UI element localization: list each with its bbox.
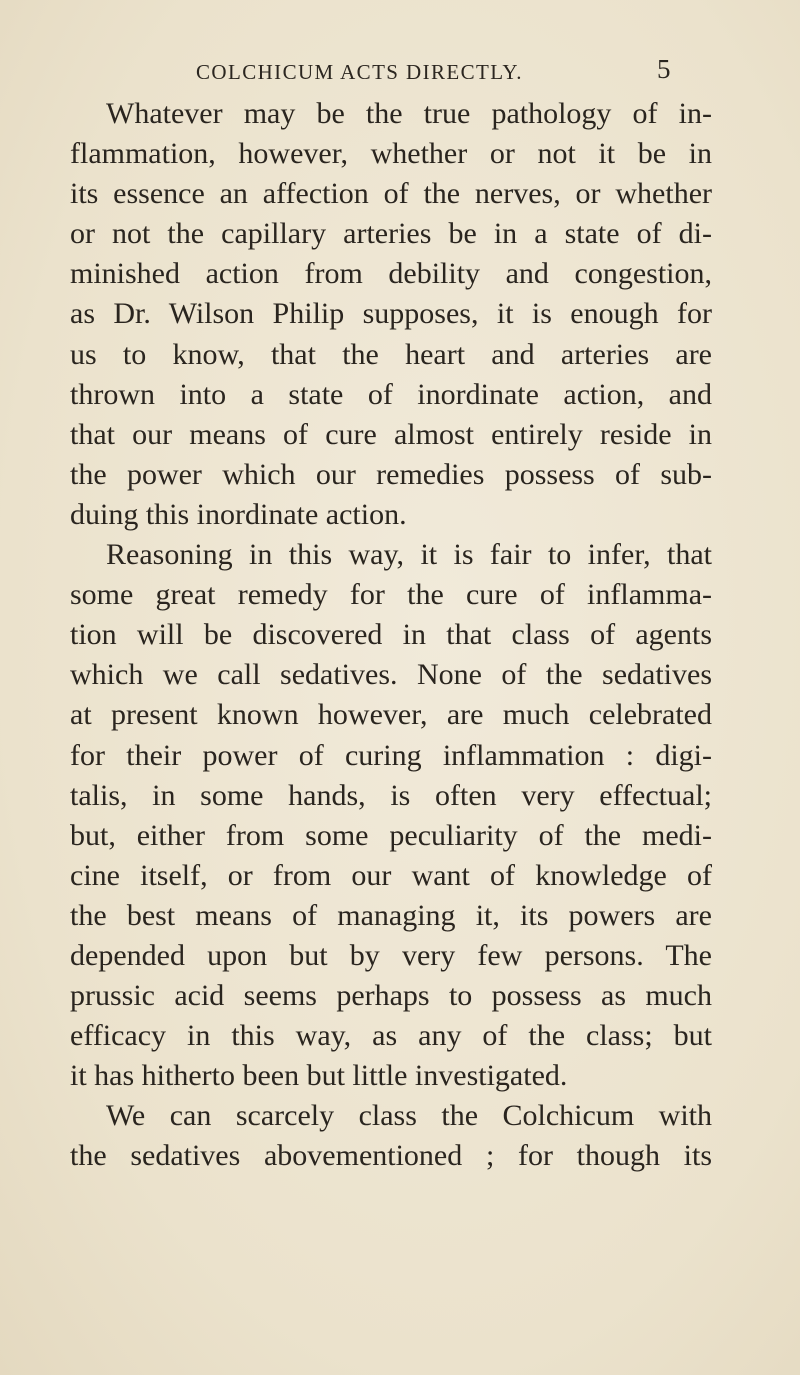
text-line: minished action from debility and congestion, <box>70 257 712 291</box>
text-line: as Dr. Wilson Philip supposes, it is enough for <box>70 297 712 331</box>
text-line: depended upon but by very few persons. The <box>70 938 712 972</box>
text-line: cine itself, or from our want of knowledge of <box>70 858 712 892</box>
text-line: us to know, that the heart and arteries are <box>70 337 712 371</box>
text-line: but, either from some peculiarity of the medi- <box>70 818 712 852</box>
text-line: efficacy in this way, as any of the class; but <box>70 1019 712 1053</box>
text-line: tion will be discovered in that class of agents <box>70 618 712 652</box>
text-line: Reasoning in this way, it is fair to infer, that <box>106 538 712 572</box>
text-line: for their power of curing inflammation : digi- <box>70 738 712 772</box>
running-title: COLCHICUM ACTS DIRECTLY. <box>196 60 523 84</box>
text-line: it has hitherto been but little investigated. <box>70 1059 568 1093</box>
text-line: that our means of cure almost entirely reside in <box>70 417 712 451</box>
text-line: which we call sedatives. None of the sedatives <box>70 658 712 692</box>
text-line: the sedatives abovementioned ; for though its <box>70 1139 712 1173</box>
text-line: talis, in some hands, is often very effectual; <box>70 778 712 812</box>
text-line: Whatever may be the true pathology of in- <box>106 97 712 130</box>
text-line: or not the capillary arteries be in a state of di- <box>70 217 712 251</box>
text-line: thrown into a state of inordinate action, and <box>70 377 712 411</box>
text-line: We can scarcely class the Colchicum with <box>106 1099 712 1133</box>
text-line: prussic acid seems perhaps to possess as much <box>70 979 712 1013</box>
text-line: duing this inordinate action. <box>70 497 407 531</box>
text-line: flammation, however, whether or not it be in <box>70 137 712 171</box>
text-line: the power which our remedies possess of sub- <box>70 457 712 491</box>
text-line: some great remedy for the cure of inflamma- <box>70 578 712 612</box>
page-number: 5 <box>657 54 671 84</box>
body-text <box>70 94 712 1177</box>
text-line: its essence an affection of the nerves, or whether <box>70 177 712 211</box>
text-line: at present known however, are much celebrated <box>70 698 712 732</box>
text-line: the best means of managing it, its powers are <box>70 898 712 932</box>
